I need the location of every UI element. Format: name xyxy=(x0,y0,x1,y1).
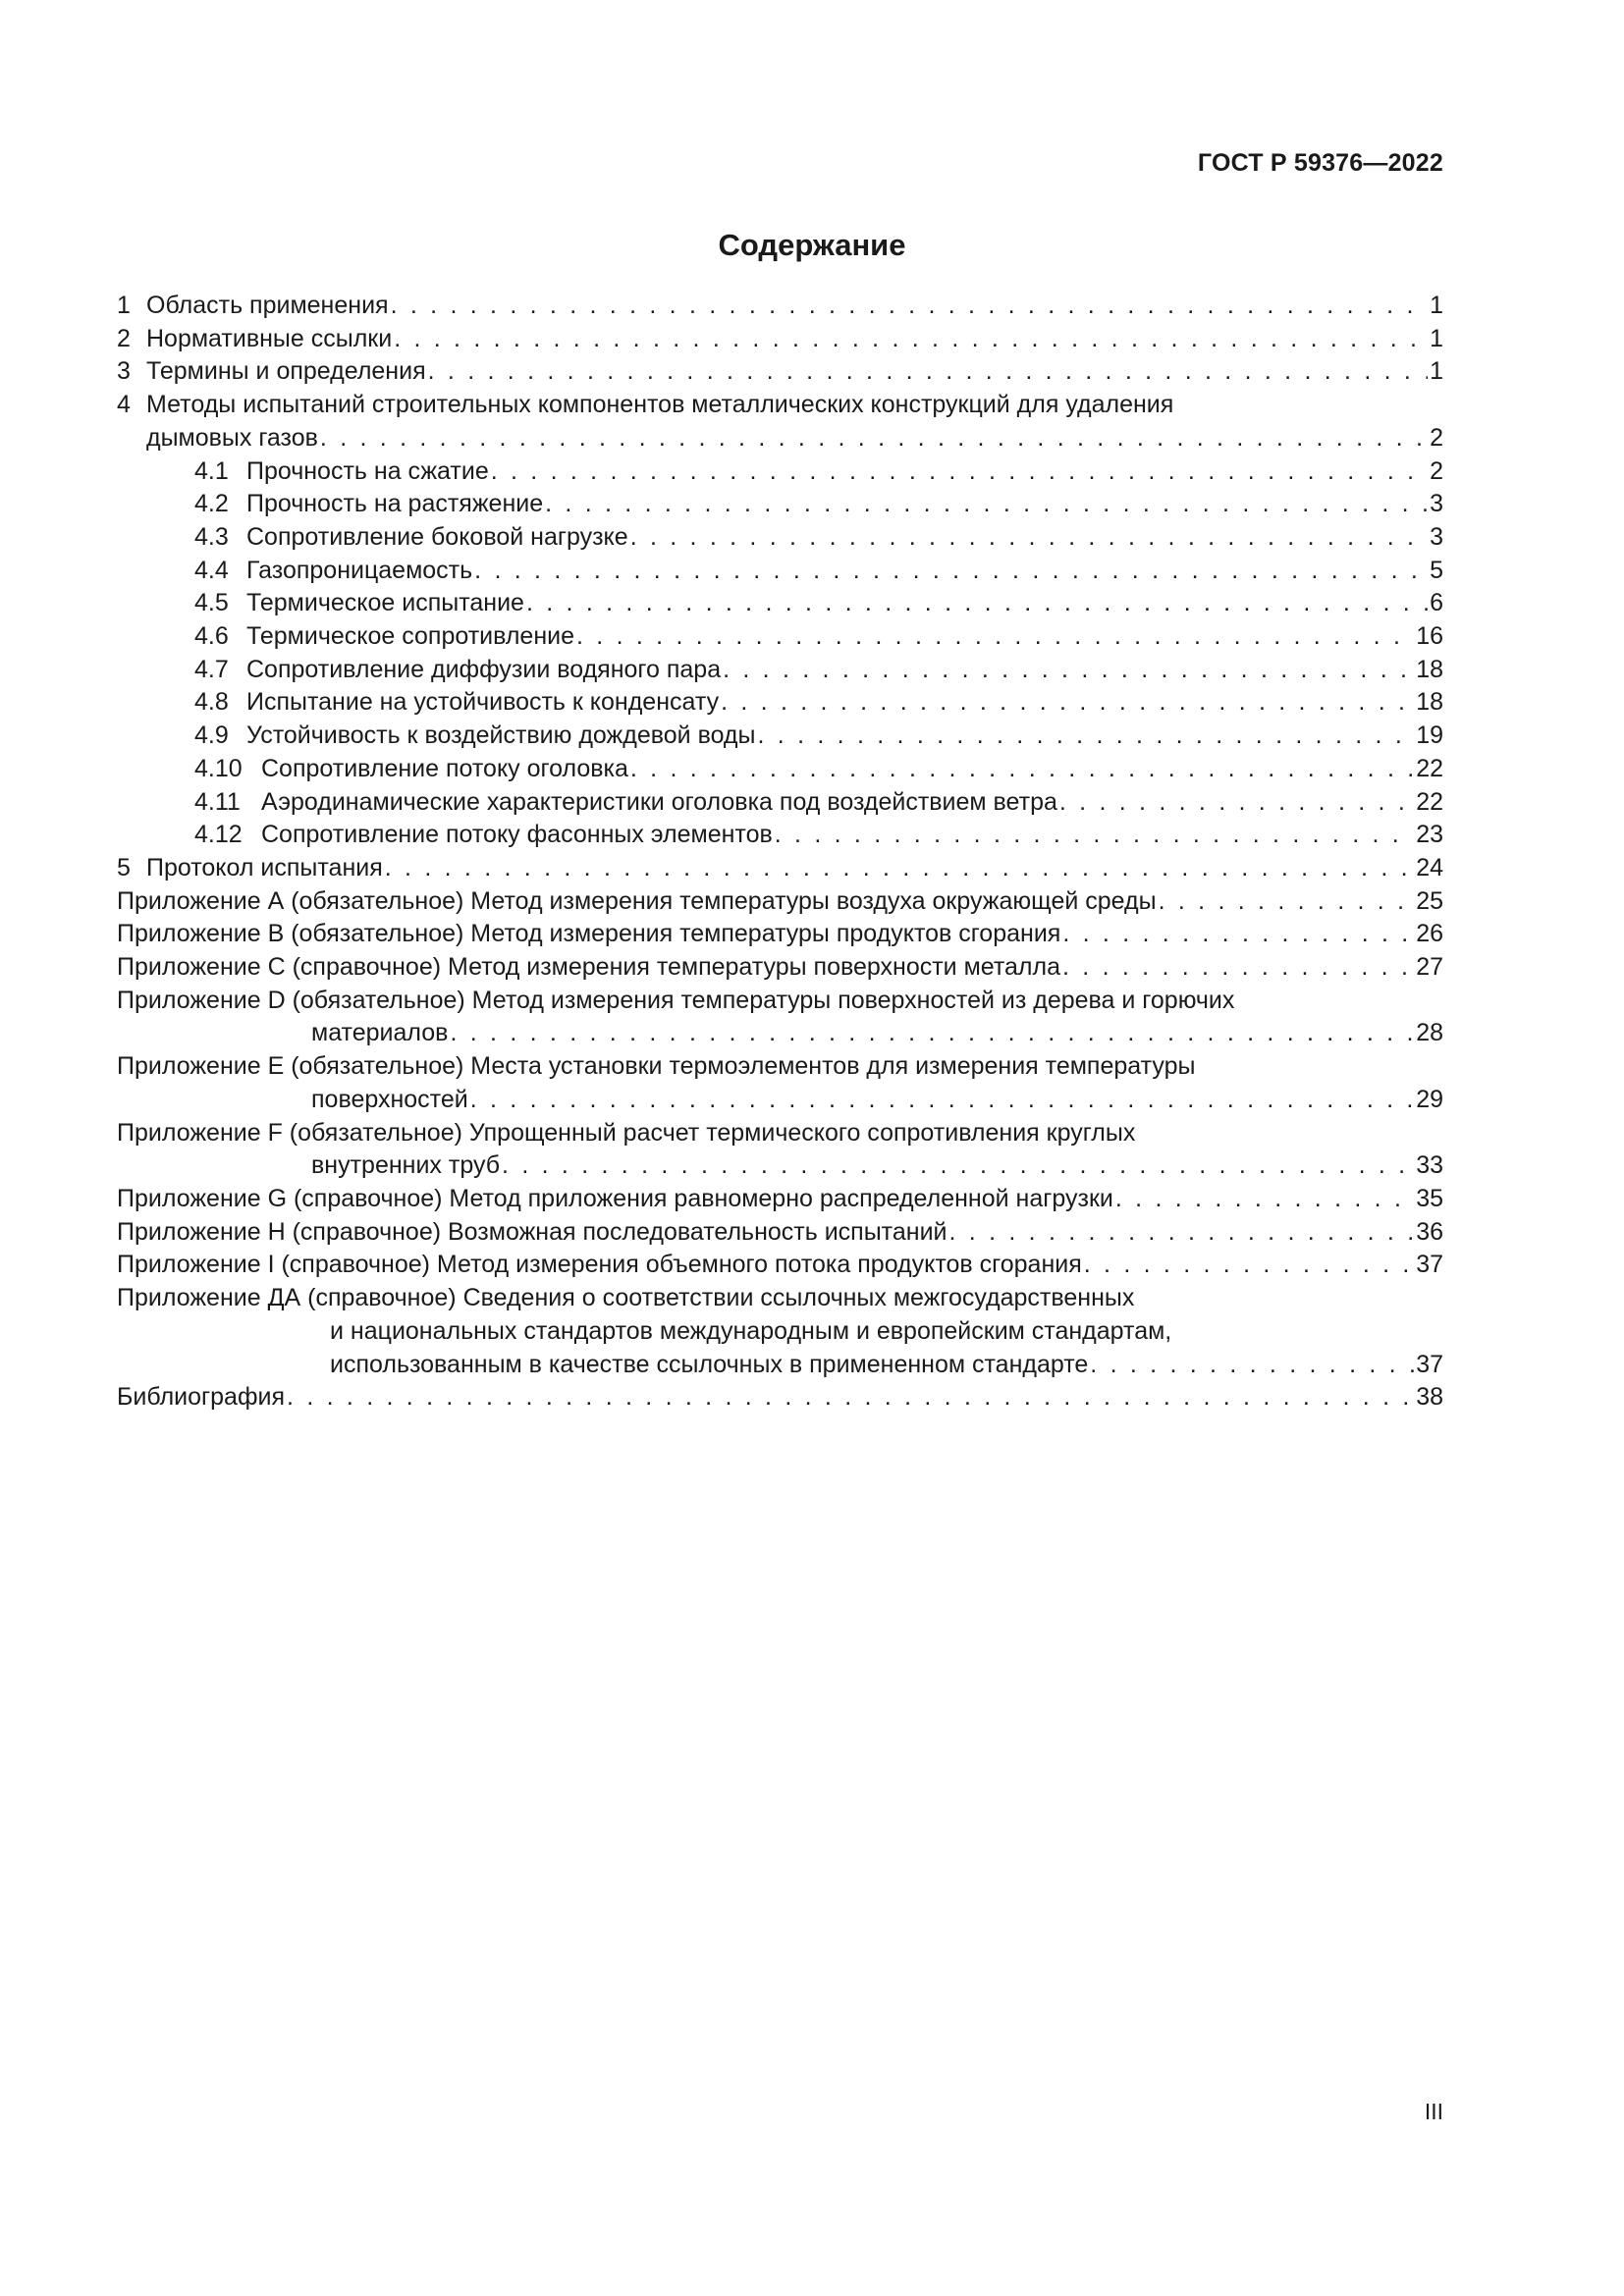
toc-entry-page: 28 xyxy=(1416,1019,1443,1047)
toc-appendix-entry[interactable] xyxy=(117,1249,1443,1282)
toc-entry-title-continued: поверхностей xyxy=(311,1085,468,1113)
dot-leader xyxy=(630,753,1414,786)
dot-leader xyxy=(757,720,1414,753)
toc-entry-number: 2 xyxy=(117,324,131,352)
dot-leader xyxy=(576,620,1414,654)
toc-subentry[interactable] xyxy=(117,555,1443,588)
toc-entry-title: Приложение В (обязательное) Метод измерения температуры продуктов сгорания xyxy=(117,920,1061,948)
dot-leader xyxy=(385,852,1414,885)
toc-entry-page: 38 xyxy=(1416,1383,1443,1412)
table-of-contents xyxy=(117,290,1443,1415)
toc-entry-page: 22 xyxy=(1416,754,1443,782)
toc-subentry[interactable] xyxy=(117,488,1443,521)
toc-entry-title-continued: материалов xyxy=(311,1019,449,1047)
toc-subentry[interactable] xyxy=(117,587,1443,620)
toc-entry-number: 4 xyxy=(117,391,131,419)
toc-entry[interactable] xyxy=(117,290,1443,323)
toc-entry-page: 3 xyxy=(1430,490,1443,518)
dot-leader xyxy=(1090,1349,1414,1382)
toc-entry-title: Сопротивление потоку фасонных элементов xyxy=(261,821,773,849)
toc-entry-title: Термическое сопротивление xyxy=(246,622,574,651)
toc-entry-title-continued: использованным в качестве ссылочных в примененном стандарте xyxy=(330,1350,1089,1378)
dot-leader xyxy=(470,1084,1414,1117)
toc-appendix-entry[interactable] xyxy=(117,1282,1443,1381)
toc-entry-title: Устойчивость к воздействию дождевой воды xyxy=(246,721,756,750)
toc-entry-page: 5 xyxy=(1430,556,1443,584)
toc-entry-number: 1 xyxy=(117,292,131,319)
dot-leader xyxy=(1115,1183,1414,1216)
dot-leader xyxy=(394,323,1428,356)
toc-entry-title: Сопротивление потоку оголовка xyxy=(261,754,628,782)
toc-entry-title: Аэродинамические характеристики оголовка под воздействием ветра xyxy=(261,787,1057,816)
toc-entry-number: 4.6 xyxy=(194,622,229,651)
dot-leader xyxy=(545,488,1428,521)
toc-entry-page: 3 xyxy=(1430,522,1443,551)
toc-entry-title: Приложение I (справочное) Метод измерения объемного потока продуктов сгорания xyxy=(117,1251,1082,1279)
toc-subentry[interactable] xyxy=(117,654,1443,687)
toc-entry-number: 4.12 xyxy=(194,821,243,849)
toc-entry-title: Приложение А (обязательное) Метод измерения температуры воздуха окружающей среды xyxy=(117,886,1157,915)
toc-entry-number: 5 xyxy=(117,853,131,881)
dot-leader xyxy=(450,1017,1414,1050)
toc-entry-title: Сопротивление боковой нагрузке xyxy=(246,522,628,551)
toc-entry-title: Методы испытаний строительных компонентов металлических конструкций для удаления xyxy=(146,391,1174,419)
toc-appendix-entry[interactable] xyxy=(117,951,1443,985)
toc-entry-title-continued: дымовых газов xyxy=(146,423,318,452)
toc-appendix-entry[interactable] xyxy=(117,1216,1443,1250)
toc-entry-title: Приложение D (обязательное) Метод измерения температуры поверхностей из дерева и горючих xyxy=(117,986,1235,1014)
toc-entry-number: 4.11 xyxy=(194,787,241,816)
toc-entry-number: 4.3 xyxy=(194,522,229,551)
document-code: ГОСТ Р 59376—2022 xyxy=(1197,149,1443,177)
toc-entry-number: 4.9 xyxy=(194,721,229,750)
toc-entry-page: 2 xyxy=(1430,456,1443,485)
dot-leader xyxy=(1059,786,1414,820)
toc-entry-title: Приложение F (обязательное) Упрощенный расчет термического сопротивления круглых xyxy=(117,1118,1136,1147)
toc-entry-page: 16 xyxy=(1416,622,1443,651)
toc-entry-title: Приложение G (справочное) Метод приложения равномерно распределенной нагрузки xyxy=(117,1184,1113,1212)
toc-entry-number: 4.10 xyxy=(194,754,243,782)
toc-entry-number: 4.5 xyxy=(194,589,229,617)
toc-entry-title: Приложение С (справочное) Метод измерения температуры поверхности металла xyxy=(117,953,1061,982)
toc-appendix-entry[interactable] xyxy=(117,1117,1443,1183)
toc-entry-number: 4.2 xyxy=(194,490,229,518)
toc-entry-number: 4.7 xyxy=(194,655,229,683)
toc-entry-title: Приложение ДА (справочное) Сведения о соответствии ссылочных межгосударственных xyxy=(117,1284,1135,1312)
toc-entry-title: Приложение Е (обязательное) Места установки термоэлементов для измерения температуры xyxy=(117,1052,1196,1081)
toc-entry-page: 23 xyxy=(1416,821,1443,849)
dot-leader xyxy=(723,654,1414,687)
toc-entry-title: Область применения xyxy=(146,292,389,319)
dot-leader xyxy=(320,422,1428,455)
toc-entry-page: 29 xyxy=(1416,1085,1443,1113)
toc-appendix-entry[interactable] xyxy=(117,985,1443,1050)
toc-entry-title: Термины и определения xyxy=(146,357,426,386)
dot-leader xyxy=(775,819,1414,852)
dot-leader xyxy=(1062,918,1414,951)
toc-subentry[interactable] xyxy=(117,455,1443,489)
toc-entry-number: 4.1 xyxy=(194,456,229,485)
toc-entry-number: 4.8 xyxy=(194,688,229,717)
page-title: Содержание xyxy=(718,228,906,262)
page-number: III xyxy=(1424,2099,1443,2124)
toc-entry-page: 25 xyxy=(1416,886,1443,915)
toc-entry-title-continued: и национальных стандартов международным и европейским стандартам, xyxy=(330,1316,1172,1345)
toc-entry-page: 24 xyxy=(1416,853,1443,881)
toc-entry-title: Приложение Н (справочное) Возможная последовательность испытаний xyxy=(117,1217,947,1246)
toc-subentry[interactable] xyxy=(117,686,1443,720)
toc-entry-page: 1 xyxy=(1430,324,1443,352)
dot-leader xyxy=(287,1381,1414,1415)
toc-entry-page: 26 xyxy=(1416,920,1443,948)
toc-entry-title: Сопротивление диффузии водяного пара xyxy=(246,655,722,683)
toc-entry-page: 27 xyxy=(1416,953,1443,982)
toc-entry-title: Нормативные ссылки xyxy=(146,324,393,352)
toc-subentry[interactable] xyxy=(117,720,1443,753)
toc-subentry[interactable] xyxy=(117,753,1443,786)
toc-entry-page: 1 xyxy=(1430,357,1443,386)
dot-leader xyxy=(491,455,1428,489)
toc-entry-page: 18 xyxy=(1416,688,1443,717)
dot-leader xyxy=(526,587,1428,620)
toc-entry-page: 33 xyxy=(1416,1151,1443,1180)
toc-entry-number: 4.4 xyxy=(194,556,229,584)
toc-subentry[interactable] xyxy=(117,521,1443,555)
toc-entry-title: Газопроницаемость xyxy=(246,556,473,584)
dot-leader xyxy=(1084,1249,1414,1282)
toc-appendix-entry[interactable] xyxy=(117,918,1443,951)
toc-entry-page: 37 xyxy=(1416,1350,1443,1378)
toc-entry-page: 1 xyxy=(1430,292,1443,319)
dot-leader xyxy=(428,355,1428,389)
toc-entry-title: Прочность на сжатие xyxy=(246,456,489,485)
dot-leader xyxy=(949,1216,1415,1250)
toc-appendix-entry[interactable] xyxy=(117,1050,1443,1116)
toc-subentry[interactable] xyxy=(117,819,1443,852)
toc-entry-page: 18 xyxy=(1416,655,1443,683)
dot-leader xyxy=(1159,885,1415,919)
toc-bibliography-entry[interactable] xyxy=(117,1381,1443,1415)
toc-entry[interactable] xyxy=(117,389,1443,454)
toc-appendix-entry[interactable] xyxy=(117,1183,1443,1216)
toc-entry-title: Термическое испытание xyxy=(246,589,524,617)
toc-entry-page: 35 xyxy=(1416,1184,1443,1212)
dot-leader xyxy=(630,521,1428,555)
toc-entry-page: 36 xyxy=(1416,1217,1443,1246)
toc-entry[interactable] xyxy=(117,852,1443,885)
toc-entry-title-continued: внутренних труб xyxy=(311,1151,501,1180)
dot-leader xyxy=(1062,951,1414,985)
dot-leader xyxy=(474,555,1428,588)
toc-subentry[interactable] xyxy=(117,620,1443,654)
toc-entry-title: Протокол испытания xyxy=(146,853,383,881)
toc-entry-title: Испытание на устойчивость к конденсату xyxy=(246,688,720,717)
dot-leader xyxy=(502,1149,1414,1183)
toc-entry[interactable] xyxy=(117,355,1443,389)
toc-entry-title: Прочность на растяжение xyxy=(246,490,544,518)
toc-entry-page: 22 xyxy=(1416,787,1443,816)
toc-subentry[interactable] xyxy=(117,786,1443,820)
toc-entry-title: Библиография xyxy=(117,1383,286,1412)
toc-entry-page: 19 xyxy=(1416,721,1443,750)
dot-leader xyxy=(391,290,1429,323)
toc-entry-page: 6 xyxy=(1430,589,1443,617)
dot-leader xyxy=(721,686,1414,720)
toc-entry[interactable] xyxy=(117,323,1443,356)
toc-entry-number: 3 xyxy=(117,357,131,386)
toc-entry-page: 2 xyxy=(1430,423,1443,452)
toc-appendix-entry[interactable] xyxy=(117,885,1443,919)
toc-entry-page: 37 xyxy=(1416,1251,1443,1279)
